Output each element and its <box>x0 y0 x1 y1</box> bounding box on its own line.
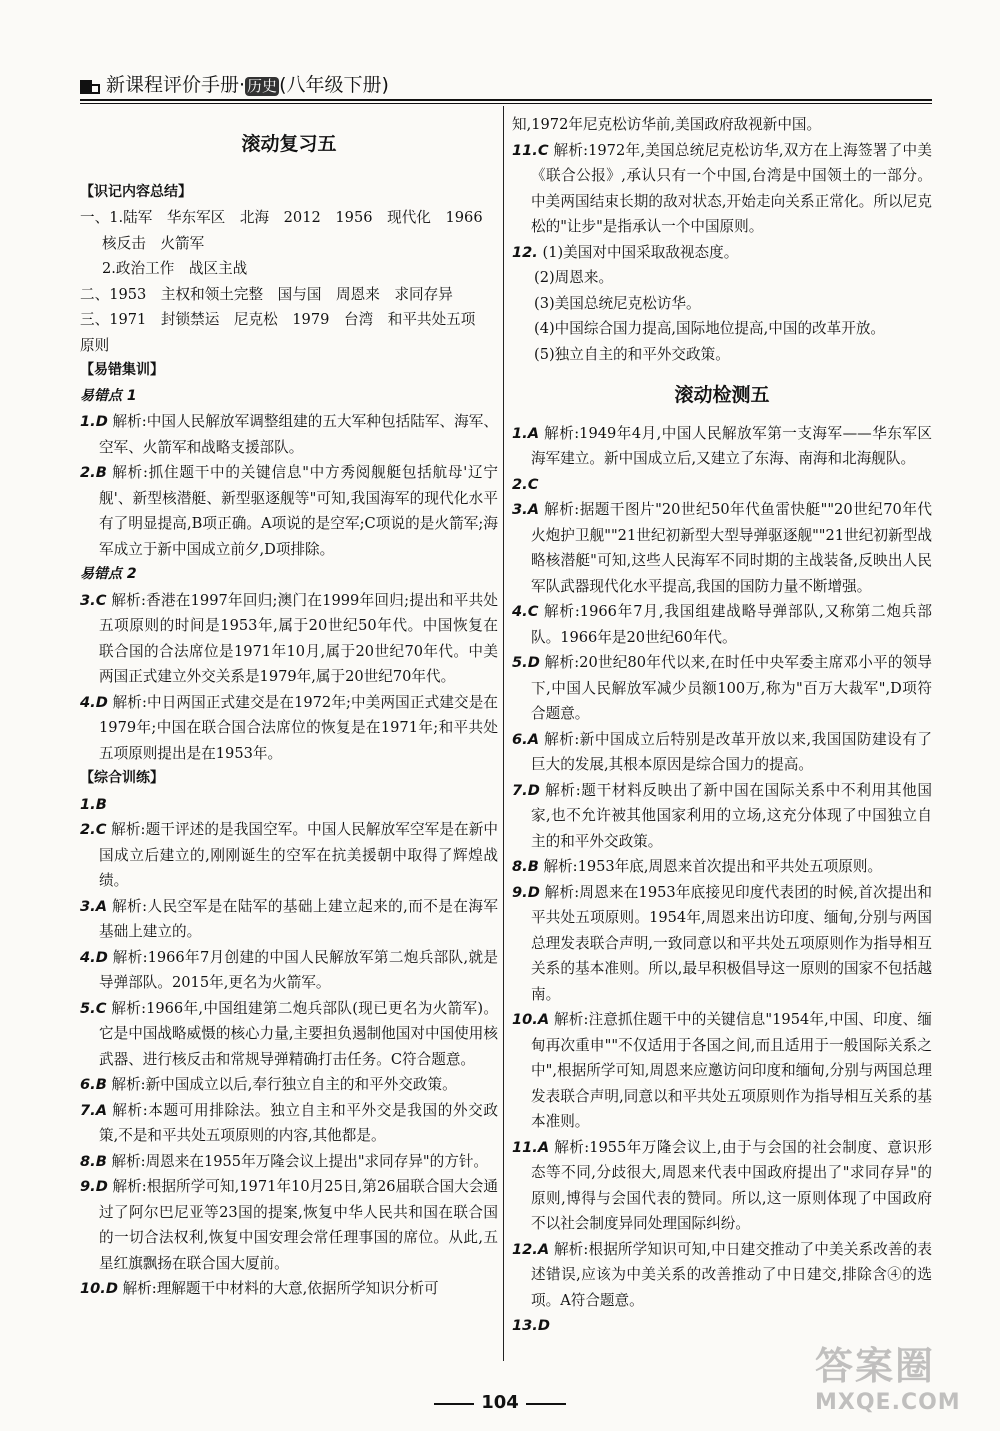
answer-explanation: 解析:根据所学知识可知,中日建交推动了中美关系改善的表述错误,应该为中美关系的改善推动了中日建交,排除含④的选项。A符合题意。 <box>531 1240 932 1309</box>
answer-explanation: 解析:周恩来在1953年底接见印度代表团的时候,首次提出和平共处五项原则。1954年,周恩来出访印度、缅甸,分别与两国总理发表联合声明,一致同意以和平共处五项原则作为指导相互关系的基本准则。所以,最早积极倡导这一原则的国家不包括越南。 <box>531 883 932 1003</box>
answer-item <box>512 1237 932 1314</box>
answer-explanation: 解析:香港在1997年回归;澳门在1999年回归;提出和平共处五项原则的时间是1953年,属于20世纪50年代。中国恢复在联合国的合法席位是1971年10月,属于20世纪70年代。中美两国正式建立外交关系是1979年,属于20世纪70年代。 <box>99 591 498 685</box>
section-label-error-training: 【易错集训】 <box>80 362 164 378</box>
answer-item <box>80 817 498 894</box>
answer-number: 8.B <box>512 858 539 875</box>
subanswer-line: (5)独立自主的和平外交政策。 <box>534 345 730 363</box>
answer-number: 9.D <box>80 1178 108 1195</box>
answer-item <box>80 409 498 460</box>
memory-line: 2.政治工作 战区主战 <box>102 260 248 277</box>
answer-number: 11.C <box>512 141 549 159</box>
answer-explanation: 解析:抓住题干中的关键信息"中方秀阅舰艇包括航母'辽宁舰'、新型核潜艇、新型驱逐舰等"可知,我国海军的现代化水平有了明显提高,B项正确。A项说的是空军;C项说的是火箭军;海军成立于新中国成立前夕,D项排除。 <box>99 464 498 558</box>
answer-item <box>80 1149 498 1175</box>
answer-item <box>80 1174 498 1276</box>
answer-number: 2.B <box>80 464 107 481</box>
subanswer-line: (2)周恩来。 <box>534 269 614 286</box>
error-point-2-items <box>80 588 498 767</box>
answer-explanation: 解析:新中国成立以后,奉行独立自主的和平外交政策。 <box>111 1076 457 1093</box>
section-title-test: 滚动检测五 <box>674 384 770 406</box>
answer-number: 2.C <box>80 821 107 838</box>
answer-number: 7.A <box>80 1101 107 1119</box>
answer-number: 11.A <box>512 1138 550 1156</box>
memory-line: 一、1.陆军 华东军区 北海 2012 1956 现代化 1966 <box>80 209 483 226</box>
answer-number: 10.A <box>512 1011 550 1028</box>
answer-item <box>512 138 932 240</box>
answer-number: 9.D <box>512 883 540 901</box>
error-point-1-items <box>80 409 498 562</box>
answer-number: 4.D <box>80 948 108 966</box>
answer-number: 5.D <box>512 654 540 671</box>
left-column <box>80 112 498 1302</box>
answer-item <box>512 727 932 778</box>
answer-item <box>80 996 498 1073</box>
q12-subanswers <box>512 265 932 367</box>
answer-explanation: 解析:1966年7月创建的中国人民解放军第二炮兵部队,就是导弹部队。2015年,更名为火箭军。 <box>99 948 499 991</box>
answer-explanation: (1)美国对中国采取敌视态度。 <box>542 243 739 261</box>
answer-explanation: 解析:中国人民解放军调整组建的五大军种包括陆军、海军、空军、火箭军和战略支援部队。 <box>99 413 499 456</box>
page-header <box>80 72 932 100</box>
continued-answer-text: 知,1972年尼克松访华前,美国政府敌视新中国。 <box>512 116 822 133</box>
answer-item <box>512 421 932 472</box>
section-label-comprehensive: 【综合训练】 <box>80 770 164 786</box>
answer-explanation: 解析:理解题干中材料的大意,依据所学知识分析可 <box>122 1280 439 1297</box>
answer-explanation: 解析:1966年7月,我国组建战略导弹部队,又称第二炮兵部队。1966年是20世纪60年代。 <box>531 603 932 646</box>
answer-explanation: 解析:周恩来在1955年万隆会议上提出"求同存异"的方针。 <box>111 1152 489 1170</box>
test-answers <box>512 421 932 1339</box>
answer-number: 12. <box>512 243 538 261</box>
answer-item <box>512 880 932 1008</box>
answer-explanation: 解析:注意抓住题干中的关键信息"1954年,中国、印度、缅甸再次重申""不仅适用于各国之间,而且适用于一般国际关系之中",根据所学可知,周恩来应邀访问印度和缅甸,分别与两国总理发表联合声明,同意以和平共处五项原则作为指导相互关系的基本准则。 <box>531 1011 932 1130</box>
answer-item <box>512 472 932 498</box>
answer-item <box>512 497 932 599</box>
answer-explanation: 解析:1949年4月,中国人民解放军第一支海军——华东军区海军建立。新中国成立后,又建立了东海、南海和北海舰队。 <box>531 424 933 467</box>
answer-number: 5.C <box>80 999 107 1017</box>
answer-item <box>80 792 498 818</box>
answer-explanation: 解析:1955年万隆会议上,由于与会国的社会制度、意识形态等不同,分歧很大,周恩来代表中国政府提出了"求同存异"的原则,博得与会国代表的赞同。所以,这一原则体现了中国政府不以社会制度异同处理国际纠纷。 <box>531 1138 932 1232</box>
answer-number: 4.C <box>512 603 539 620</box>
page-footer <box>430 1392 570 1416</box>
answer-number: 7.D <box>512 781 540 799</box>
book-logo-icon <box>80 76 102 94</box>
footer-ornament-right <box>526 1403 566 1405</box>
answer-item <box>80 690 498 767</box>
answer-number: 3.C <box>80 591 107 609</box>
memory-line: 原则 <box>80 336 110 354</box>
answer-item <box>512 1007 932 1135</box>
memory-summary <box>80 205 498 358</box>
memory-line: 三、1971 封锁禁运 尼克松 1979 台湾 和平共处五项 <box>80 311 476 328</box>
answer-item <box>80 1072 498 1098</box>
footer-ornament-left <box>434 1403 474 1405</box>
subanswer-line: (3)美国总统尼克松访华。 <box>534 294 701 312</box>
answer-explanation: 解析:1972年,美国总统尼克松访华,双方在上海签署了中美《联合公报》,承认只有一个中国,台湾是中国领土的一部分。中美两国结束长期的敌对状态,开始走向关系正常化。所以尼克松的"让步"是指承认一个中国原则。 <box>531 141 933 235</box>
answer-number: 4.D <box>80 693 108 711</box>
header-rule <box>80 99 932 101</box>
error-point-2-label: 易错点 2 <box>80 566 137 582</box>
header-title: 新课程评价手册· 历史 (八年级下册) <box>106 74 389 96</box>
answer-item <box>80 588 498 690</box>
answer-number: 1.D <box>80 413 108 430</box>
section-title-review: 滚动复习五 <box>241 133 337 155</box>
answer-number: 8.B <box>80 1152 107 1170</box>
answer-item <box>80 945 498 996</box>
answer-number: 3.A <box>80 897 107 915</box>
answer-number: 10.D <box>80 1280 118 1297</box>
answer-number: 12.A <box>512 1240 550 1258</box>
answer-number: 1.B <box>80 795 107 813</box>
review-answers-cont <box>512 138 932 266</box>
answer-explanation: 解析:根据所学可知,1971年10月25日,第26届联合国大会通过了阿尔巴尼亚等23国的提案,恢复中华人民共和国在联合国的一切合法权利,恢复中国安理会常任理事国的席位。从此,五星红旗飘扬在联合国大厦前。 <box>99 1178 499 1272</box>
memory-line: 核反击 火箭军 <box>102 234 205 252</box>
right-column <box>512 112 932 1339</box>
answer-number: 6.B <box>80 1076 107 1093</box>
subject-badge: 历史 <box>247 77 278 95</box>
answer-item <box>512 1135 932 1237</box>
answer-number: 2.C <box>512 475 539 493</box>
answer-item <box>80 1276 498 1302</box>
answer-item <box>80 460 498 562</box>
answer-item <box>80 894 498 945</box>
answer-number: 6.A <box>512 730 539 748</box>
watermark-logo: 答案圈 MXQE.COM <box>815 1344 961 1415</box>
answer-item <box>512 854 932 880</box>
subanswer-line: (4)中国综合国力提高,国际地位提高,中国的改革开放。 <box>534 320 886 337</box>
answer-explanation: 解析:1966年,中国组建第二炮兵部队(现已更名为火箭军)。它是中国战略威慑的核心力量,主要担负遏制他国对中国使用核武器、进行核反击和常规导弹精确打击任务。C符合题意。 <box>99 999 499 1068</box>
answer-explanation: 解析:20世纪80年代以来,在时任中央军委主席邓小平的领导下,中国人民解放军减少员额100万,称为"百万大裁军",D项符合题意。 <box>531 654 932 722</box>
answer-item <box>512 778 932 855</box>
answer-explanation: 解析:新中国成立后特别是改革开放以来,我国国防建设有了巨大的发展,其根本原因是综合国力的提高。 <box>531 730 932 773</box>
answer-item <box>512 650 932 727</box>
section-label-memory: 【识记内容总结】 <box>80 183 192 200</box>
answer-explanation: 解析:本题可用排除法。独立自主和平外交是我国的外交政策,不是和平共处五项原则的内容,其他都是。 <box>99 1101 498 1144</box>
answer-explanation: 解析:中日两国正式建交是在1972年;中美两国正式建交是在1979年;中国在联合国合法席位的恢复是在1971年;和平共处五项原则提出是在1953年。 <box>99 693 499 762</box>
answer-explanation: 解析:人民空军是在陆军的基础上建立起来的,而不是在海军基础上建立的。 <box>99 897 499 940</box>
answer-item <box>512 240 932 266</box>
answer-explanation: 解析:据题干图片"20世纪50年代鱼雷快艇""20世纪70年代火炮护卫舰""21世纪初新型大型导弹驱逐舰""21世纪初新型战略核潜艇"可知,这些人民海军不同时期的主战装备,反映出人民军队武器现代化水平提高,我国的国防力量不断增强。 <box>531 501 933 595</box>
answer-item <box>80 1098 498 1149</box>
answer-item <box>512 599 932 650</box>
comprehensive-items <box>80 792 498 1302</box>
answer-number: 13.D <box>512 1317 550 1334</box>
page-number: 104 <box>481 1392 519 1413</box>
error-point-1-label: 易错点 1 <box>80 387 137 404</box>
answer-explanation: 解析:题干材料反映出了新中国在国际关系中不利用其他国家,也不允许被其他国家利用的立场,这充分体现了中国独立自主的和平外交政策。 <box>531 781 933 850</box>
answer-number: 1.A <box>512 424 539 442</box>
memory-line: 二、1953 主权和领土完整 国与国 周恩来 求同存异 <box>80 285 453 303</box>
answer-explanation: 解析:1953年底,周恩来首次提出和平共处五项原则。 <box>543 858 883 875</box>
answer-explanation: 解析:题干评述的是我国空军。中国人民解放军空军是在新中国成立后建立的,刚刚诞生的空军在抗美援朝中取得了辉煌战绩。 <box>99 821 499 889</box>
answer-number: 3.A <box>512 501 539 518</box>
header-rule-thin <box>80 103 932 104</box>
column-divider <box>503 106 504 1361</box>
